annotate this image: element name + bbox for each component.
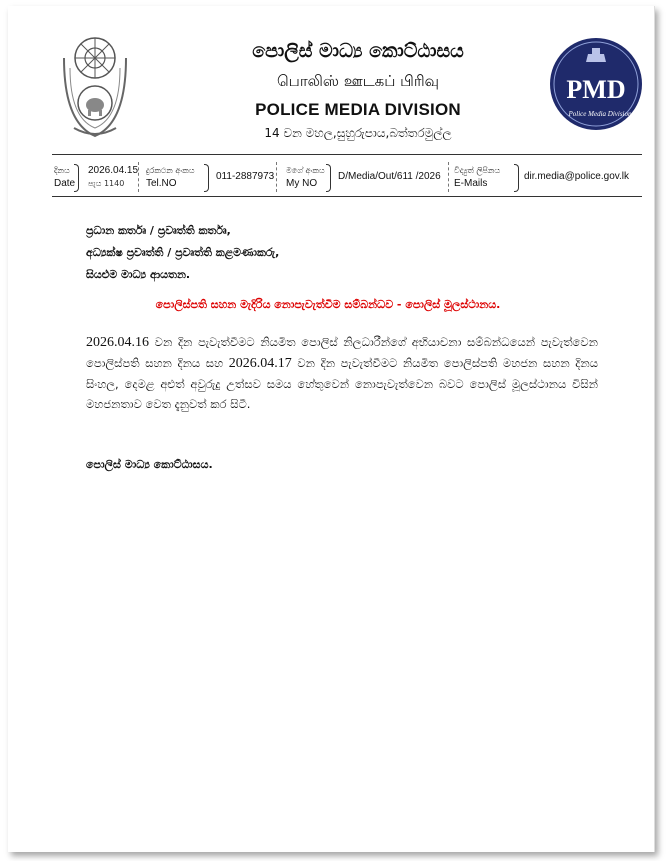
subject-line: පොලිස්පති සහන මැදිරිය නොපැවැත්වීම සම්බන්ධව - පොලිස් මූලස්ථානය.: [155, 298, 501, 311]
pmd-logo-subtext: Police Media Division: [568, 110, 632, 118]
divider-top: [52, 154, 642, 155]
body-date-1: 2026.04.16: [86, 335, 149, 350]
header-title-english: POLICE MEDIA DIVISION: [255, 100, 461, 119]
body-paragraph: [86, 332, 598, 414]
body-text-2: වන දින පැවැත්වීමට නියමිත පොලිස්පති මහජන සහන දිනය සිංහල, දෙමළ අළුත් අවුරුදු උත්සව සමය හේතුවෙන් නොපැවැත්වෙන බවට පොලිස් මූලස්ථානය විසින් මහජනතාව වෙත දැනුවත් කර සිටී.: [86, 356, 598, 411]
divider-bottom: [52, 196, 642, 197]
email-value[interactable]: dir.media@police.gov.lk: [524, 171, 630, 182]
brace: [326, 164, 331, 192]
separator: [138, 162, 139, 192]
header-title-sinhala: පොලිස් මාධ්‍ය කොට්ඨාසය: [252, 40, 464, 62]
recipient-line: සියළුම මාධ්‍ය ආයතන.: [86, 268, 191, 281]
recipients-block: [86, 220, 279, 286]
my-no-label: මගේ අංකය My NO: [286, 166, 325, 189]
tel-label: දුරකථන අංකය Tel.NO: [146, 166, 195, 189]
police-emblem-logo: [54, 28, 136, 140]
separator: [276, 162, 277, 192]
signature: පොලිස් මාධ්‍ය කොට්ඨාසය.: [86, 458, 213, 471]
recipient-line: ප්‍රධාන කර්තෘ / ප්‍රවෘත්ති කර්තෘ,: [86, 224, 231, 237]
my-no-value: D/Media/Out/611 /2026: [338, 171, 441, 182]
email-label: විද්‍යුත් ලිපිනය E-Mails: [454, 166, 501, 189]
date-value: 2026.04.15 පැය 1140: [88, 165, 139, 188]
recipient-line: අධ්‍යක්ෂ ප්‍රවෘත්ති / ප්‍රවෘත්ති කළමණාකරු,: [86, 246, 280, 259]
body-text-1: වන දින පැවැත්වීමට නියමිත පොලිස් නිලධාරීන්ගේ අභියාචනා සම්බන්ධයෙන් පැවැත්වෙන පොලිස්පති සහන දිනය සහ: [86, 335, 598, 370]
brace: [514, 164, 519, 192]
header-title-tamil: பொலிஸ் ஊடகப் பிரிவு: [276, 72, 439, 90]
separator: [448, 162, 449, 192]
brace: [74, 164, 79, 192]
pmd-logo: [548, 36, 644, 132]
tel-value: 011-2887973: [216, 171, 275, 182]
header-address: 14 වන මහල,සුහුරුපාය,බත්තරමුල්ල: [264, 126, 452, 140]
body-date-2: 2026.04.17: [228, 356, 292, 371]
brace: [204, 164, 209, 192]
date-label: දිනය Date: [54, 166, 76, 189]
document-page: [8, 6, 655, 852]
pmd-logo-text: PMD: [566, 75, 626, 104]
